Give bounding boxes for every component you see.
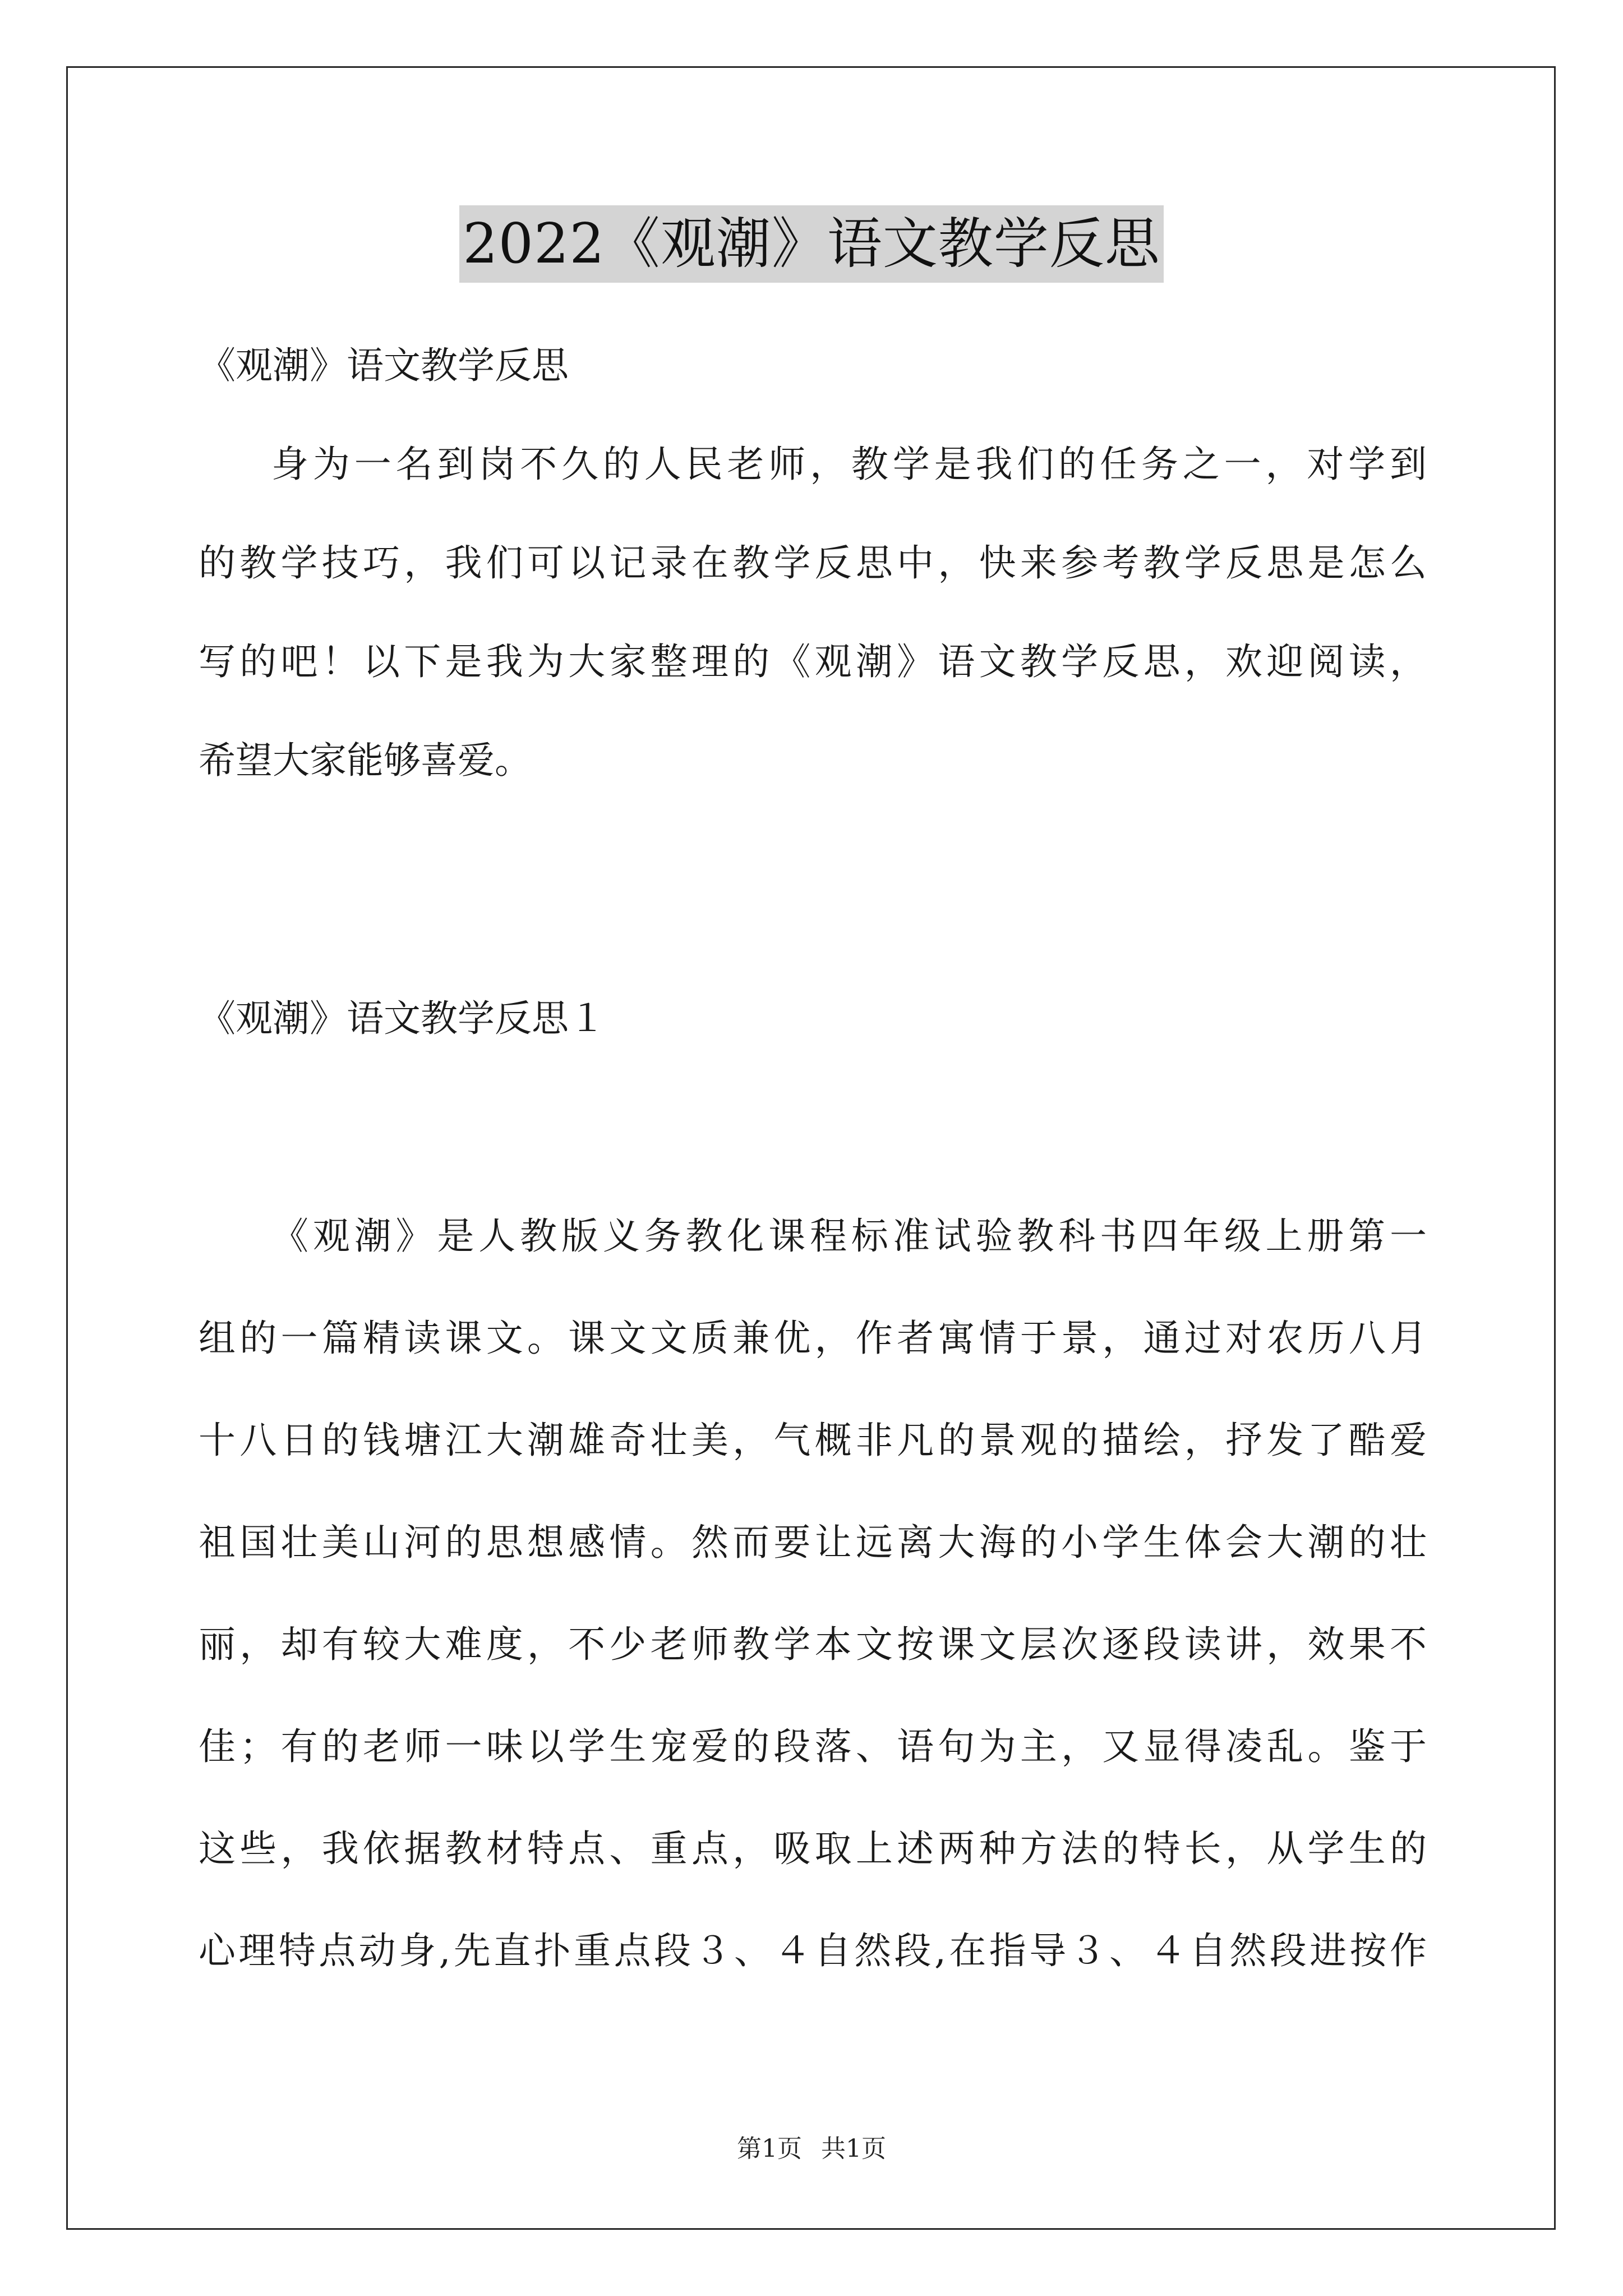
subtitle: 《观潮》语文教学反思 (199, 344, 569, 387)
intro-line-4: 希望大家能够喜爱。 (199, 739, 532, 782)
page-footer (0, 2128, 1623, 2164)
intro-line-3: 写的吧！以下是我为大家整理的《观潮》语文教学反思，欢迎阅读， (199, 640, 1427, 683)
body-line-2: 组的一篇精读课文。课文文质兼优，作者寓情于景，通过对农历八月 (199, 1317, 1427, 1360)
page-total: 共1页 (821, 2134, 886, 2163)
body-line-1: 《观潮》是人教版义务教化课程标准试验教科书四年级上册第一 (271, 1214, 1427, 1258)
body-line-8: 心理特点动身,先直扑重点段３、４自然段,在指导３、４自然段进按作 (199, 1929, 1427, 1972)
section-heading: 《观潮》语文教学反思１ (199, 997, 606, 1040)
body-line-3: 十八日的钱塘江大潮雄奇壮美，气概非凡的景观的描绘，抒发了酷爱 (199, 1419, 1427, 1462)
body-line-5: 丽，却有较大难度，不少老师教学本文按课文层次逐段读讲，效果不 (199, 1623, 1427, 1666)
body-line-6: 佳；有的老师一味以学生宠爱的段落、语句为主，又显得凌乱。鉴于 (199, 1725, 1427, 1768)
body-line-4: 祖国壮美山河的思想感情。然而要让远离大海的小学生体会大潮的壮 (199, 1521, 1427, 1564)
body-line-7: 这些，我依据教材特点、重点，吸取上述两种方法的特长，从学生的 (199, 1827, 1427, 1870)
document-title: 2022《观潮》语文教学反思 (459, 205, 1163, 283)
intro-line-1: 身为一名到岗不久的人民老师，教学是我们的任务之一，对学到 (271, 443, 1427, 486)
page-border (66, 66, 1556, 2230)
title-container (0, 205, 1623, 283)
intro-line-2: 的教学技巧，我们可以记录在教学反思中，快来参考教学反思是怎么 (199, 541, 1427, 585)
page-number: 第1页 (737, 2134, 802, 2163)
